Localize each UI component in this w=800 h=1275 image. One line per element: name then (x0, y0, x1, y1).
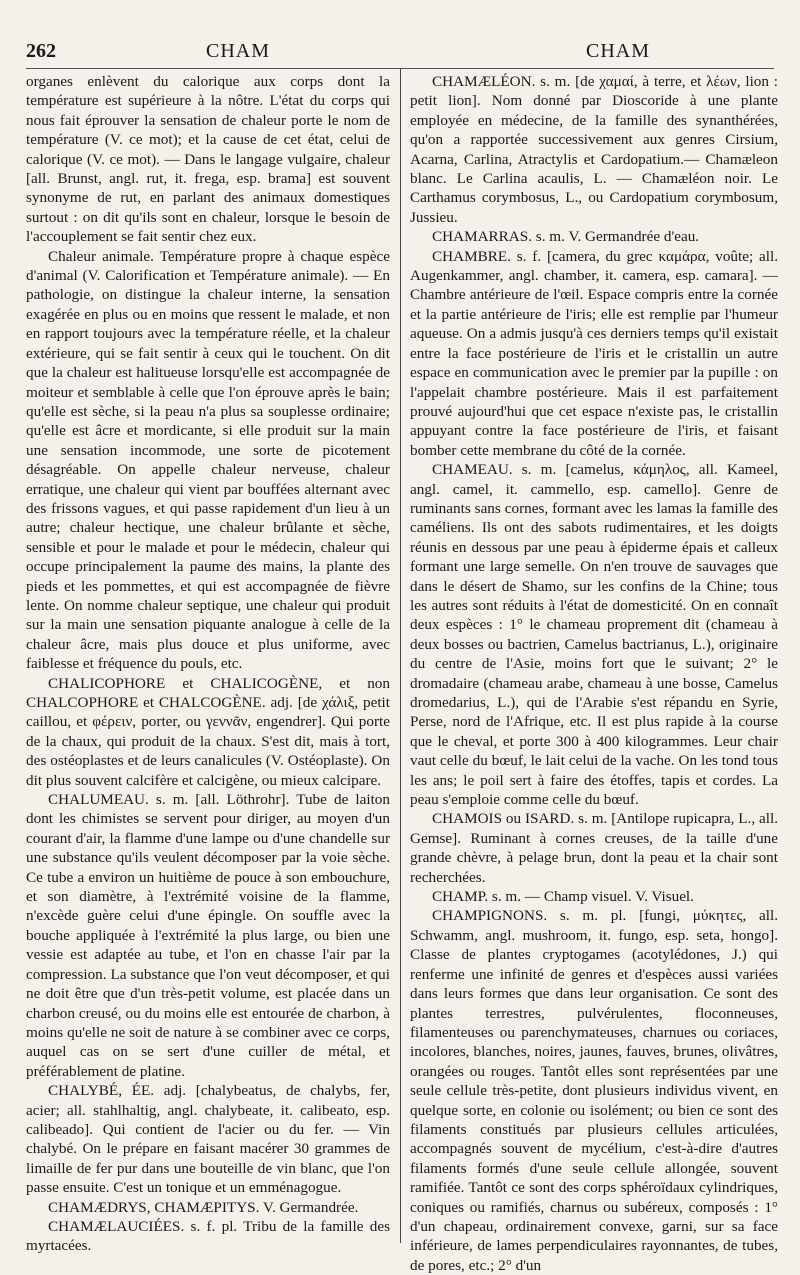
entry-champignons: CHAMPIGNONS. s. m. pl. [fungi, μύκητες, all. Schwamm, angl. mushroom, it. fungo, esp. seta, hongo]. Classe de plantes cryptogames (acotylédones, J.) qui renferme une infinité de genres et d'espèces aussi variées dans leurs formes que dans leur organisation. Ce sont des plantes terrestres, pulvérulentes, floconneuses, filamenteuses ou parenchymateuses, charnues ou coriaces, incolores, blanches, noires, jaunes, fauves, brunes, olivâtres, orangées ou rouges. Tantôt elles sont représentées par une seule cellule très-petite, dont plusieurs individus vivent, en quelque sorte, en colonie ou isolément; ou bien ce sont des filaments constitués par plusieurs cellules articulées, accompagnés souvent de mycélium, c'est-à-dire d'autres filaments formés d'une seule cellule allongée, souvent ramifiée. Tantôt ce sont des corps sphéroïdaux cylindriques, coniques ou ramifiés, charnus ou subéreux, composés : 1° d'un chapeau, ordinairement convexe, garni, sur sa face inférieure, de lames perpendiculaires rayonnantes, de tubes, de pores, etc.; 2° d'un (410, 907, 778, 1274)
page-number: 262 (26, 40, 56, 62)
entry-chambre: CHAMBRE. s. f. [camera, du grec καμάρα, voûte; all. Augenkammer, angl. chamber, it. camera, esp. camara]. — Chambre antérieure de l'œil. Espace compris entre la cornée et la partie antérieure de l'iris; elle est remplie par l'humeur aqueuse. On a admis jusqu'à ces derniers temps qu'il existait entre la face postérieure de l'iris et le cristallin un autre espace en communication avec le premier par la pupille : on l'appelait chambre postérieure. Mais il est parfaitement prouvé aujourd'hui que cet espace n'existe pas, le cristallin appuyant contre la face postérieure de l'iris, et faisant bomber cette membrane du côté de la cornée. (410, 247, 778, 459)
column-divider (400, 68, 401, 1243)
right-running-head: CHAM (586, 40, 651, 62)
entry-chalybe: CHALYBÉ, ÉE. adj. [chalybeatus, de chalybs, fer, acier; all. stahlhaltig, angl. chalybeate, it. calibeato, esp. calibeado]. Qui contient de l'acier ou du fer. — Vin chalybé. On le prépare en faisant macérer 30 grammes de limaille de fer pur dans une bouteille de vin blanc, que l'on passe ensuite. C'est un tonique et un emménagogue. (26, 1082, 390, 1197)
entry-chaleur-animale: Chaleur animale. Température propre à chaque espèce d'animal (V. Calorification et Température animale). — En pathologie, on distingue la chaleur interne, la sensation exagérée en plus ou en moins que ressent le malade, et non en rapport toujours avec la température réelle, et la chaleur extérieure, qui se fait sentir à ceux qui le touchent. On dit que la chaleur est halitueuse lorsqu'elle est accompagnée de moiteur et semblable à celle que l'on éprouve après le bain; qu'elle est sèche, si la peau n'a plus sa souplesse ordinaire; qu'elle est âcre et mordicante, si elle produit sur la main une sensation incommode, une sorte de picotement désagréable. On appelle chaleur nerveuse, chaleur erratique, une chaleur qui vient par bouffées alternant avec des frissons vagues, et qui passe rapidement d'un lieu à un autre; chaleur hectique, une chaleur brûlante et sèche, sensible et pour le malade et pour le médecin, chaleur qui occupe principalement la paume des mains, la plante des pieds et les pommettes, et qui est accompagnée de fièvre lente. On nomme chaleur septique, une chaleur qui produit sur la main une sensation piquante analogue à celle de la chaleur âcre, mais plus douce et plus uniforme, avec faiblesse et fréquence du pouls, etc. (26, 247, 390, 673)
entry-chamaeleon: CHAMÆLÉON. s. m. [de χαμαί, à terre, et λέων, lion : petit lion]. Nom donné par Dioscoride à une plante employée en médecine, de la famille des synanthérées, qu'on a rapportée successivement aux genres Cirsium, Acarna, Carlina, Atractylis et Cardopatium.— Chamæleon blanc. Le Carlina acaulis, L. — Chamæléon noir. Le Carthamus corymbosus, L., ou Cardopatium corymbosum, Jussieu. (410, 73, 778, 226)
entry-chaleur-continued: organes enlèvent du calorique aux corps dont la température est supérieure à la nôtre. L'état du corps qui nous fait éprouver la sensation de chaleur porte le nom de température (V. ce mot); et la cause de cet état, celui de calorique (V. ce mot). — Dans le langage vulgaire, chaleur [all. Brunst, angl. rut, it. frega, esp. brama] est souvent synonyme de rut, en parlant des animaux domestiques surtout : on dit qu'ils sont en chaleur, lorsque le besoin de l'accouplement se fait sentir chez eux. (26, 73, 390, 246)
page-header (26, 40, 774, 66)
right-column (410, 72, 778, 1275)
entry-chameau: CHAMEAU. s. m. [camelus, κάμηλος, all. Kameel, angl. camel, it. cammello, esp. camello]. Genre de ruminants sans cornes, formant avec les lamas la famille des caméliens. Ils ont des sabots rudimentaires, et les doigts réunis en dessous par une peau à épiderme épais et calleux formant une large semelle. On n'en trouve de sauvages que dans le désert de Shamo, sur les confins de la Chine; tous les autres sont réduits à l'état de domesticité. On en connaît deux espèces : 1° le chameau proprement dit (chameau à deux bosses ou bactrien, Camelus bactrianus, L.), originaire du centre de l'Asie, moins fort que le suivant; 2° le dromadaire (chameau arabe, chameau à une bosse, Camelus dromedarius, L.), qui de l'Arabie s'est répandu en Syrie, Perse, nord de l'Afrique, etc. Il est plus rapide à la course que le cheval, et porte 300 à 400 kilogrammes. Leur chair vaut celle du bœuf, le lait celui de la vache. On les tond tous les ans; le poil sert à faire des étoffes, tapis et cordes. La peau s'emploie comme celle du bœuf. (410, 461, 778, 809)
entry-chalicophore: CHALICOPHORE et CHALICOGÈNE, et non CHALCOPHORE et CHALCOGÈNE. adj. [de χάλιξ, petit caillou, et φέρειν, porter, ou γεννᾶν, engendrer]. Qui porte de la chaux, qui produit de la chaux. S'est dit, mais à tort, des ostéoplastes et de leurs canalicules (V. Ostéoplaste). On dit plus souvent calcifère et calcigène, ou mieux calcipare. (26, 674, 390, 789)
left-running-head: CHAM (206, 40, 271, 62)
entry-chamarras: CHAMARRAS. s. m. V. Germandrée d'eau. (432, 228, 700, 246)
entry-chamaelauciees: CHAMÆLAUCIÉES. s. f. pl. Tribu de la famille des myrtacées. (26, 1217, 390, 1255)
entry-champ: CHAMP. s. m. — Champ visuel. V. Visuel. (432, 888, 694, 906)
entry-chamois: CHAMOIS ou ISARD. s. m. [Antilope rupicapra, L., all. Gemse]. Ruminant à cornes creuses, de la taille d'une grande chèvre, à pelage brun, dont la peau et la chair sont recherchées. (410, 810, 778, 886)
entry-chalumeau: CHALUMEAU. s. m. [all. Löthrohr]. Tube de laiton dont les chimistes se servent pour diriger, au moyen d'un courant d'air, la flamme d'une lampe ou d'une chandelle sur une substance qu'ils veulent décomposer par la voie sèche. Ce tube a environ un huitième de pouce à son embouchure, et son diamètre, à l'extrémité voisine de la flamme, n'excède guère celui d'une épingle. On souffle avec la bouche appliquée à l'extrémité la plus large, ou bien une vessie est adaptée au tube, et l'on en chasse l'air par la compression. La substance que l'on veut décomposer, et qui ne doit être que d'un très-petit volume, est placée dans un charbon creusé, ou du moins elle est entourée de charbon, à moins qu'elle ne soit de nature à se combiner avec ce corps, auquel cas on se sert d'une cuiller de métal, et préférablement de platine. (26, 791, 390, 1080)
entry-chamaedrys: CHAMÆDRYS, CHAMÆPITYS. V. Germandrée. (48, 1198, 359, 1216)
left-column (26, 72, 390, 1256)
